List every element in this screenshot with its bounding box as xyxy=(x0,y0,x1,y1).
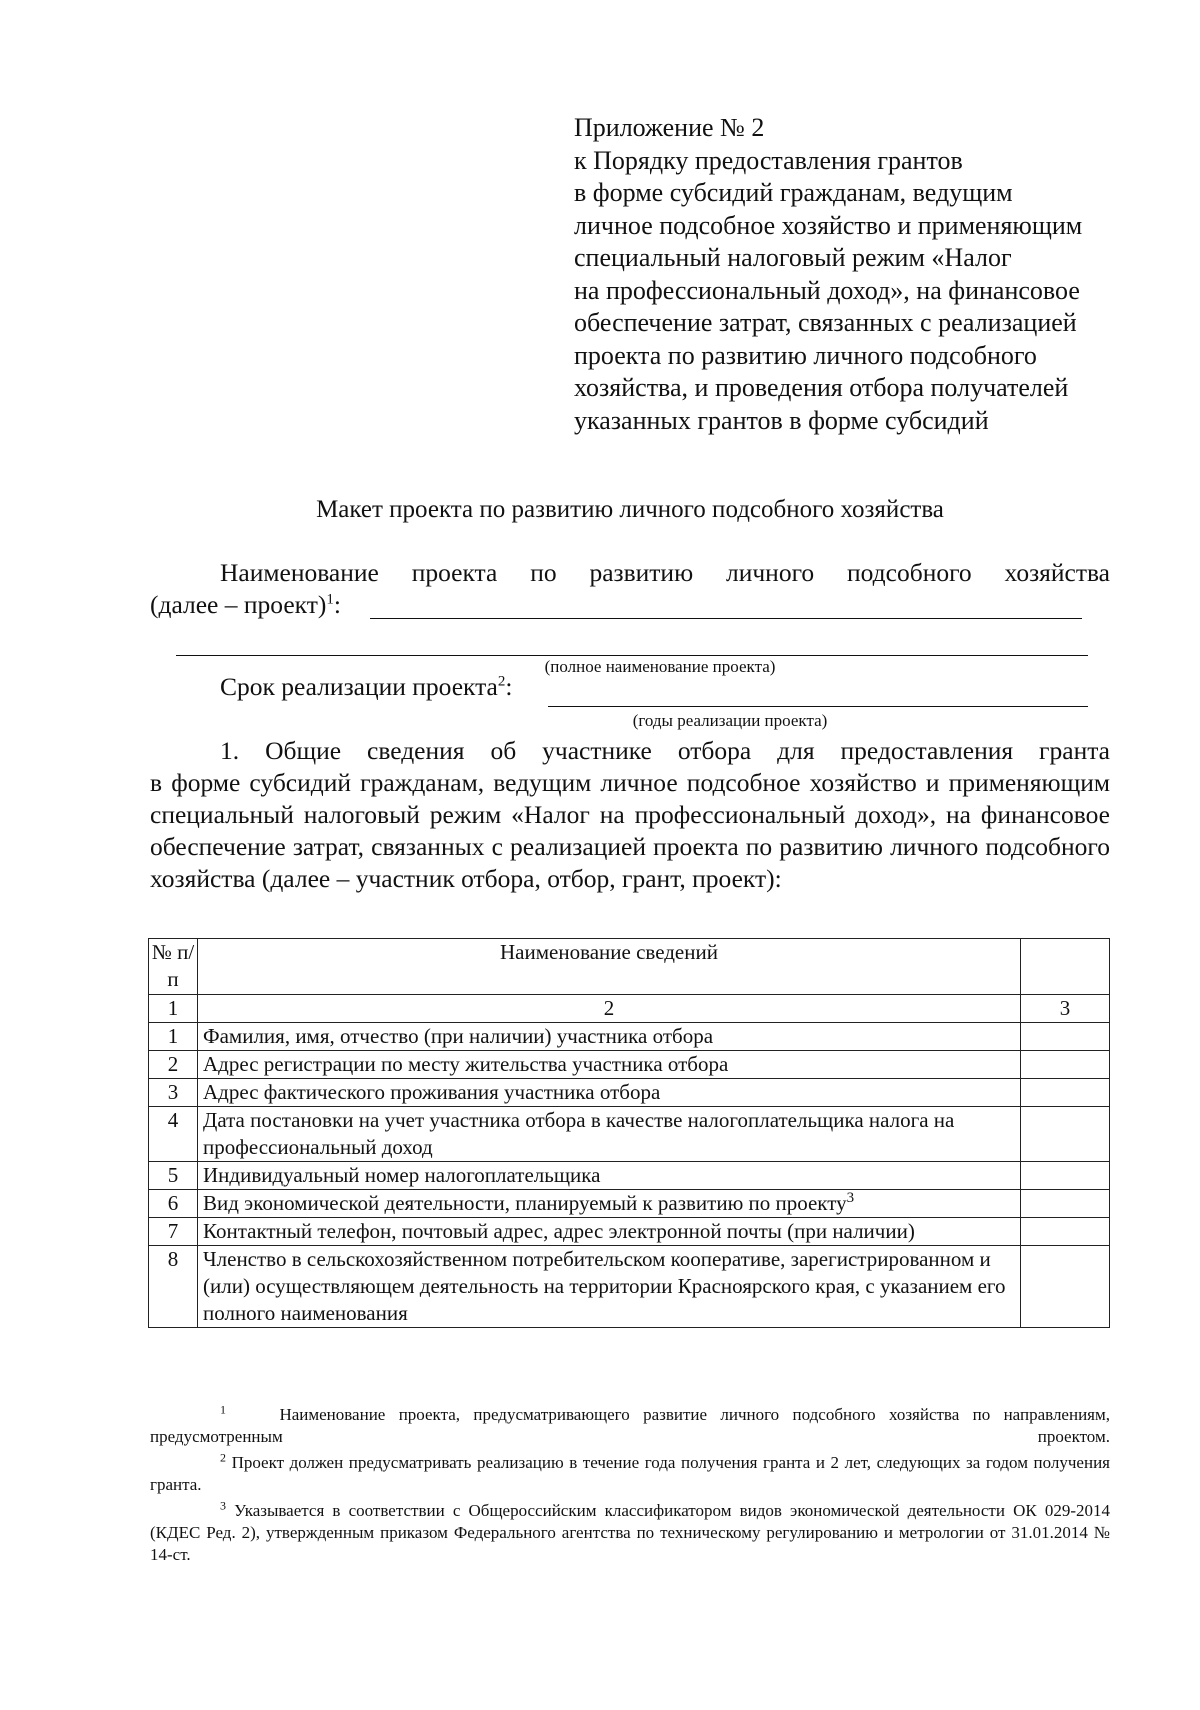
value-cell[interactable] xyxy=(1021,1190,1110,1218)
value-cell[interactable] xyxy=(1021,1246,1110,1328)
term-fill-line xyxy=(548,706,1088,707)
footnote-mark: 3 xyxy=(220,1498,226,1513)
footnote-2: $^2$ Проект должен предусматривать реализацию в течение года получения гранта и 2 лет, следующих за годом получения гранта. xyxy=(150,1450,1110,1494)
column-numbers-row: 1 2 3 xyxy=(149,995,1110,1023)
header-name: Наименование сведений xyxy=(198,939,1021,995)
value-cell[interactable] xyxy=(1021,1023,1110,1051)
value-cell[interactable] xyxy=(1021,1162,1110,1190)
table-header-row xyxy=(149,939,1110,995)
value-cell[interactable] xyxy=(1021,1107,1110,1162)
footnote-mark: 2 xyxy=(220,1450,226,1465)
appendix-line: личное подсобное хозяйство и применяющим xyxy=(574,210,1083,240)
footnote-3: $^3$ Указывается в соответствии с Общероссийским классификатором видов экономической деятельности ОК 029-2014 (КДЕС Ред. 2), утвержденным приказом Федерального агентства по техническому регулированию и метрологии от 31.01.2014 № 14-ст. xyxy=(150,1498,1110,1564)
project-name-fill-line-2 xyxy=(176,655,1088,656)
section-1-intro: 1. Общие сведения об участнике отбора для предоставления гранта в форме субсидий гражданам, ведущим личное подсобное хозяйство и применяющим специальный налоговый режим «Налог на профессиональный доход», на финансовое обеспечение затрат, связанных с реализацией проекта по развитию личного подсобного хозяйства (далее – участник отбора, отбор, грант, проект): xyxy=(150,736,1110,893)
table-row: 7 Контактный телефон, почтовый адрес, адрес электронной почты (при наличии) xyxy=(149,1218,1110,1246)
page-title: Макет проекта по развитию личного подсобного хозяйства xyxy=(316,496,944,523)
appendix-line: хозяйства, и проведения отбора получателей xyxy=(574,373,1069,402)
table-row: 1 Фамилия, имя, отчество (при наличии) участника отбора xyxy=(149,1023,1110,1051)
term-caption: (годы реализации проекта) xyxy=(632,711,828,730)
appendix-line: к Порядку предоставления грантов xyxy=(574,145,963,175)
header-num: № п/п xyxy=(149,939,198,995)
footnote-mark: 1 xyxy=(326,591,334,608)
appendix-line: на профессиональный доход», на финансовое xyxy=(574,275,1080,305)
appendix-line: проекта по развитию личного подсобного xyxy=(574,340,1037,370)
project-name-label: Наименование проекта по развитию личного подсобного хозяйства xyxy=(220,558,1110,587)
table-row: 4 Дата постановки на учет участника отбора в качестве налогоплательщика налога на профессиональный доход xyxy=(149,1107,1110,1162)
header-value xyxy=(1021,939,1110,995)
table-row: 5 Индивидуальный номер налогоплательщика xyxy=(149,1162,1110,1190)
value-cell[interactable] xyxy=(1021,1079,1110,1107)
appendix-line: специальный налоговый режим «Налог xyxy=(574,243,1012,272)
project-name-label-cont: (далее – проект)$^1$: xyxy=(150,590,341,619)
table-row: 8 Членство в сельскохозяйственном потребительском кооперативе, зарегистрированном и (или) осуществляющем деятельность на территории Красноярского края, с указанием его полного наименования xyxy=(149,1246,1110,1328)
participant-info-table xyxy=(148,938,1110,1328)
appendix-header xyxy=(574,112,1134,437)
appendix-line: указанных грантов в форме субсидий xyxy=(574,405,989,435)
appendix-line: Приложение № 2 xyxy=(574,113,765,142)
footnote-mark: 2 xyxy=(497,673,506,690)
appendix-line: обеспечение затрат, связанных с реализацией xyxy=(574,308,1077,337)
appendix-line: в форме субсидий гражданам, ведущим xyxy=(574,178,1013,207)
footnote-mark: 3 xyxy=(846,1190,855,1206)
table-row: 2 Адрес регистрации по месту жительства участника отбора xyxy=(149,1051,1110,1079)
table-row: 3 Адрес фактического проживания участника отбора xyxy=(149,1079,1110,1107)
table-row: 6 Вид экономической деятельности, планируемый к развитию по проекту$^3$ xyxy=(149,1190,1110,1218)
value-cell[interactable] xyxy=(1021,1218,1110,1246)
value-cell[interactable] xyxy=(1021,1051,1110,1079)
project-name-fill-line xyxy=(370,618,1082,619)
footnote-mark: 1 xyxy=(220,1402,226,1417)
footnote-1: $^1$ Наименование проекта, предусматривающего развитие личного подсобного хозяйства по направлениям, предусмотренным проектом. xyxy=(150,1402,1111,1446)
project-name-caption: (полное наименование проекта) xyxy=(544,657,776,676)
term-label: Срок реализации проекта$^2$: xyxy=(220,672,513,701)
